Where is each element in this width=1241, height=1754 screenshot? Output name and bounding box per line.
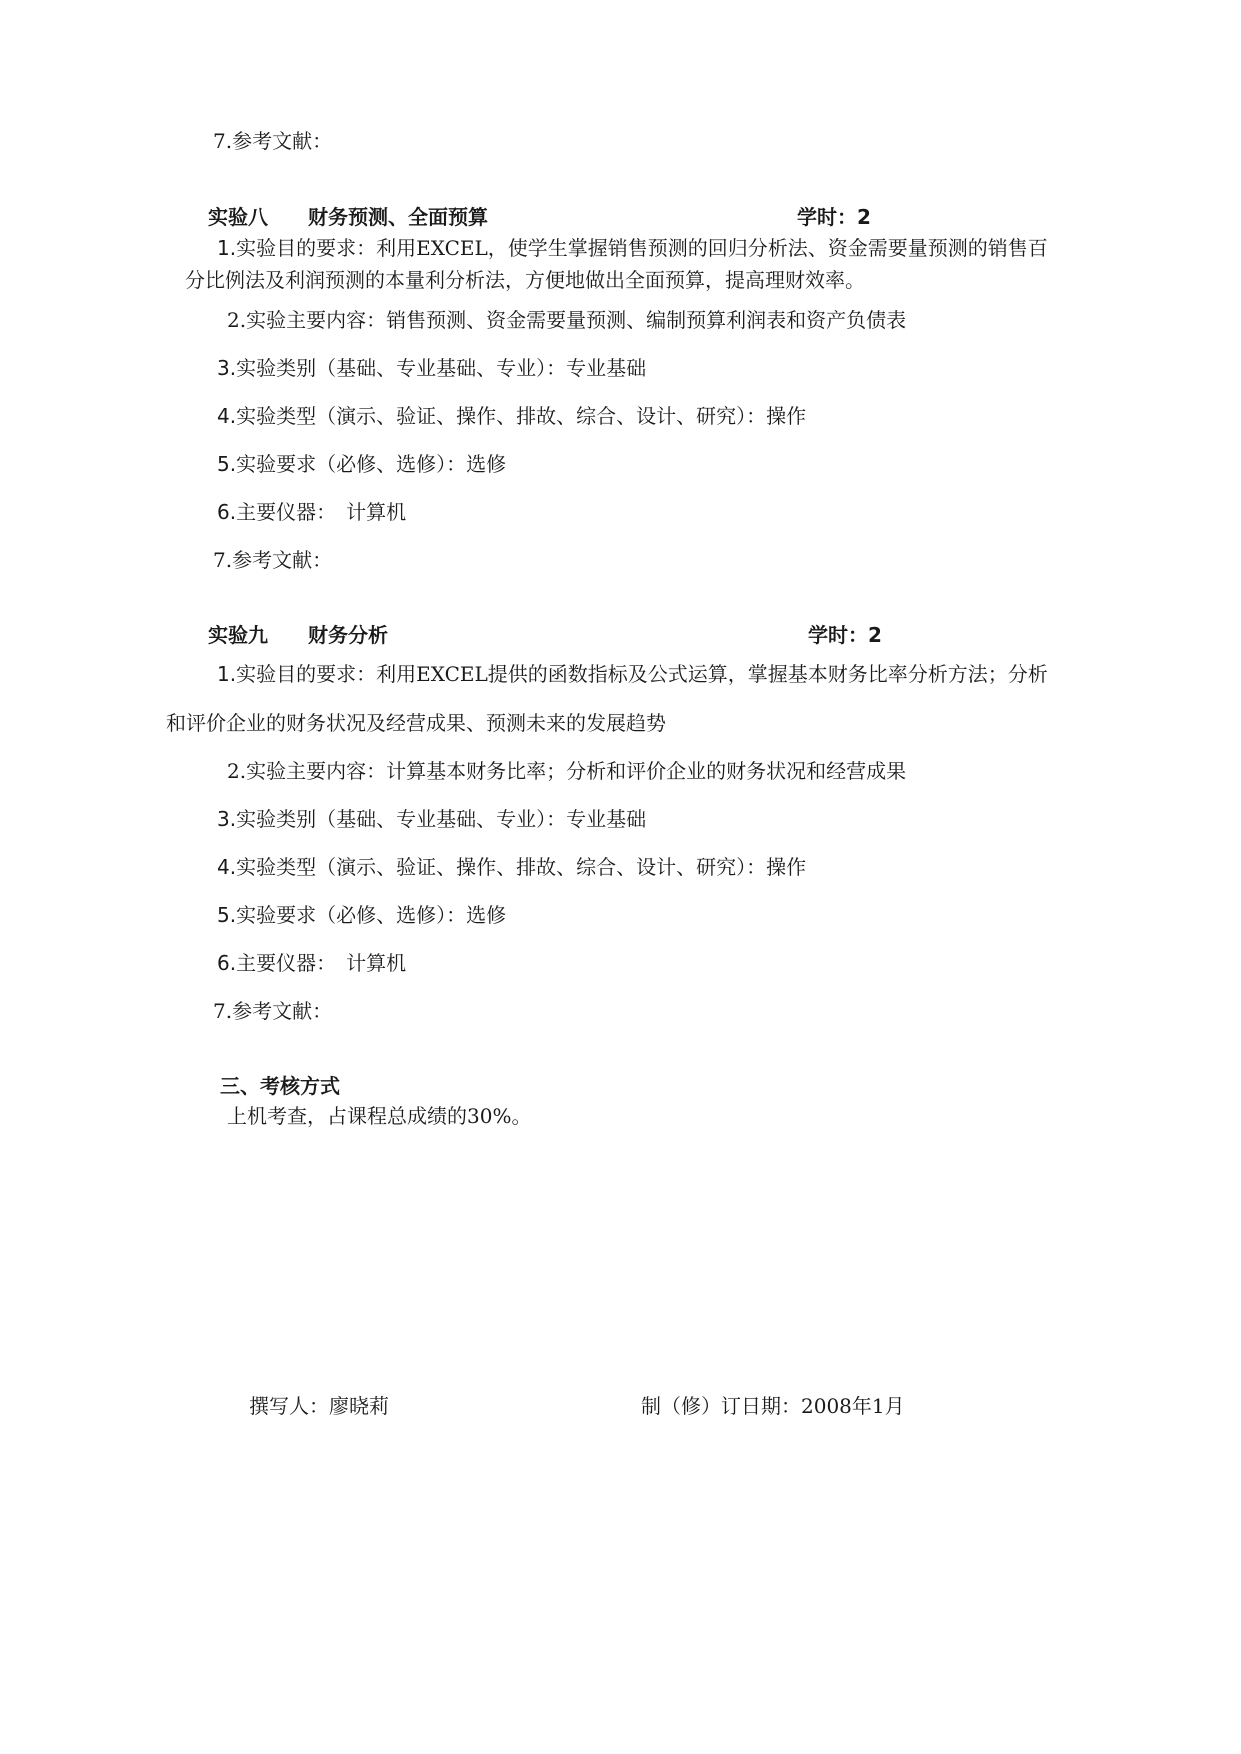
exp8-item3: [217, 354, 646, 382]
item-number: 1.: [217, 236, 237, 260]
author-line: 撰写人：廖晓莉: [249, 1394, 389, 1418]
exp9-title: 实验九 财务分析: [208, 623, 388, 647]
exp9-hours: 学时：2: [808, 623, 882, 647]
item-text: 实验要求（必修、选修）：选修: [236, 903, 507, 927]
exp8-item1: [217, 234, 1048, 262]
exp9-item5: [217, 901, 506, 929]
exp8-item5: [217, 450, 506, 478]
exp8-item1-cont: 分比例法及利润预测的本量利分析法，方便地做出全面预算，提高理财效率。: [185, 268, 865, 292]
item-number: 4.: [217, 855, 237, 879]
item-number: 6.: [217, 500, 237, 524]
exp9-item4: [217, 853, 806, 881]
item-text: 实验要求（必修、选修）：选修: [236, 452, 507, 476]
item-text: 主要仪器： 计算机: [236, 951, 407, 975]
assessment-text: 上机考查，占课程总成绩的30%。: [227, 1104, 532, 1128]
item-text: 实验类别（基础、专业基础、专业）：专业基础: [236, 356, 647, 380]
item-number: 6.: [217, 951, 237, 975]
exp9-item1: [217, 660, 1048, 688]
item-number: 7.: [213, 129, 233, 153]
item-number: 5.: [217, 903, 237, 927]
item-number: 7.: [213, 548, 233, 572]
exp9-item6: [217, 949, 406, 977]
exp8-hours: 学时：2: [797, 205, 871, 229]
item-number: 5.: [217, 452, 237, 476]
item-text: 实验主要内容：销售预测、资金需要量预测、编制预算利润表和资产负债表: [246, 308, 907, 332]
exp8-item7: [213, 546, 332, 574]
item-text: 参考文献：: [232, 999, 333, 1023]
item-text: 参考文献：: [232, 548, 333, 572]
exp9-item1-cont: 和评价企业的财务状况及经营成果、预测未来的发展趋势: [166, 711, 666, 735]
exp8-item2: [227, 306, 906, 334]
exp9-item3: [217, 805, 646, 833]
exp8-title: 实验八 财务预测、全面预算: [208, 205, 488, 229]
item-text: 实验类型（演示、验证、操作、排故、综合、设计、研究）：操作: [236, 404, 807, 428]
item-text: 主要仪器： 计算机: [236, 500, 407, 524]
item-number: 3.: [217, 807, 237, 831]
assessment-heading: 三、考核方式: [220, 1074, 340, 1098]
item-text: 实验目的要求：利用EXCEL，使学生掌握销售预测的回归分析法、资金需要量预测的销售百: [236, 236, 1048, 260]
item-text: 实验类型（演示、验证、操作、排故、综合、设计、研究）：操作: [236, 855, 807, 879]
item-number: 1.: [217, 662, 237, 686]
item-text: 实验主要内容：计算基本财务比率；分析和评价企业的财务状况和经营成果: [246, 759, 907, 783]
exp9-item2: [227, 757, 906, 785]
item-number: 4.: [217, 404, 237, 428]
exp9-item7: [213, 997, 332, 1025]
item-number: 2.: [227, 759, 247, 783]
item-text: 实验目的要求：利用EXCEL提供的函数指标及公式运算，掌握基本财务比率分析方法；分析: [236, 662, 1048, 686]
revision-date-line: 制（修）订日期：2008年1月: [641, 1394, 905, 1418]
item-number: 2.: [227, 308, 247, 332]
item-text: 实验类别（基础、专业基础、专业）：专业基础: [236, 807, 647, 831]
item-text: 参考文献：: [232, 129, 333, 153]
reference-line: [213, 127, 332, 155]
item-number: 7.: [213, 999, 233, 1023]
item-number: 3.: [217, 356, 237, 380]
exp8-item4: [217, 402, 806, 430]
exp8-item6: [217, 498, 406, 526]
